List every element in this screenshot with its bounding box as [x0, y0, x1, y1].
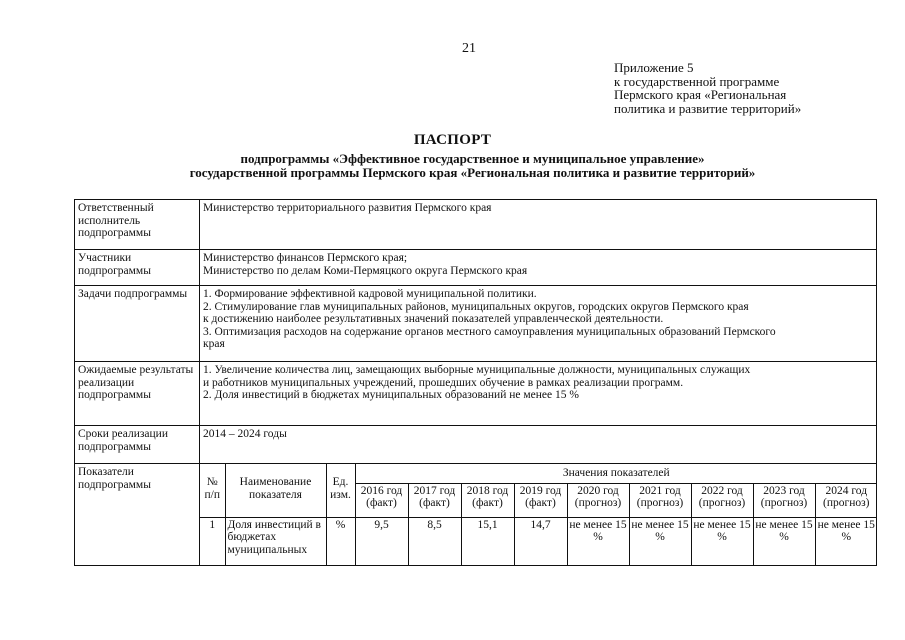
- participants-line: Министерство финансов Пермского края;: [203, 252, 408, 264]
- appendix-line: политика и развитие территорий»: [614, 100, 802, 116]
- participants-label: Участники подпрограммы: [75, 250, 200, 286]
- tasks-line: к достижению наиболее результативных значений показателей управленческой деятельности.: [203, 313, 664, 325]
- appendix-note: [614, 61, 801, 115]
- year-header: 2022 год (прогноз): [691, 483, 753, 517]
- year-header: 2017 год (факт): [408, 483, 461, 517]
- subtitle-line-2: государственной программы Пермского края «Региональная политика и развитие территорий»: [189, 164, 756, 180]
- results-label: Ожидаемые результаты реализации подпрограммы: [75, 362, 200, 426]
- year-header: 2019 год (факт): [514, 483, 567, 517]
- appendix-line: Приложение 5: [614, 60, 694, 75]
- passport-table: [74, 199, 877, 566]
- subtitle-line-1: подпрограммы «Эффективное государственное и муниципальное управление»: [240, 151, 705, 166]
- indicator-value: 14,7: [514, 517, 567, 565]
- year-header: 2023 год (прогноз): [753, 483, 815, 517]
- col-unit-header: Ед. изм.: [326, 464, 355, 517]
- year-header: 2018 год (факт): [461, 483, 514, 517]
- document-subtitle: [0, 152, 905, 179]
- participants-line: Министерство по делам Коми-Пермяцкого округа Пермского края: [203, 264, 528, 277]
- executor-value: Министерство территориального развития Пермского края: [200, 200, 877, 250]
- indicator-unit: %: [326, 517, 355, 565]
- appendix-line: Пермского края «Региональная: [614, 87, 787, 102]
- indicator-value: 8,5: [408, 517, 461, 565]
- tasks-value: [200, 286, 877, 362]
- indicator-name: Доля инвестиций в бюджетах муниципальных: [225, 517, 326, 565]
- year-header: 2020 год (прогноз): [567, 483, 629, 517]
- period-label: Сроки реализации подпрограммы: [75, 426, 200, 464]
- col-num-header: № п/п: [200, 464, 225, 517]
- indicator-row: [200, 517, 877, 565]
- row-indicators: [75, 464, 877, 566]
- indicator-value: не менее 15 %: [815, 517, 877, 565]
- tasks-line: края: [203, 338, 225, 350]
- indicators-cell: [200, 464, 877, 566]
- indicator-value: не менее 15 %: [753, 517, 815, 565]
- tasks-line: 1. Формирование эффективной кадровой муниципальной политики.: [203, 288, 537, 300]
- indicator-value: 15,1: [461, 517, 514, 565]
- tasks-line: 3. Оптимизация расходов на содержание органов местного самоуправления муниципальных образований Пермского: [203, 325, 776, 338]
- indicator-num: 1: [200, 517, 225, 565]
- page-number: 21: [462, 41, 476, 56]
- row-period: [75, 426, 877, 464]
- values-header: Значения показателей: [355, 464, 877, 483]
- year-header: 2021 год (прогноз): [629, 483, 691, 517]
- participants-value: [200, 250, 877, 286]
- year-header: 2016 год (факт): [355, 483, 408, 517]
- results-line: 2. Доля инвестиций в бюджетах муниципальных образований не менее 15 %: [203, 389, 579, 401]
- indicator-value: не менее 15 %: [691, 517, 753, 565]
- indicator-value: не менее 15 %: [567, 517, 629, 565]
- appendix-line: к государственной программе: [614, 73, 780, 89]
- tasks-label: Задачи подпрограммы: [75, 286, 200, 362]
- indicators-table: [200, 464, 877, 565]
- row-results: [75, 362, 877, 426]
- results-value: [200, 362, 877, 426]
- year-header: 2024 год (прогноз): [815, 483, 877, 517]
- indicator-value: 9,5: [355, 517, 408, 565]
- indicators-label: Показатели подпрограммы: [75, 464, 200, 566]
- tasks-line: 2. Стимулирование глав муниципальных районов, муниципальных округов, городских округов Пермского края: [203, 300, 749, 313]
- executor-label: Ответственный исполнитель подпрограммы: [75, 200, 200, 250]
- col-name-header: Наименование показателя: [225, 464, 326, 517]
- row-executor: [75, 200, 877, 250]
- row-tasks: [75, 286, 877, 362]
- document-title: ПАСПОРТ: [413, 132, 492, 148]
- row-participants: [75, 250, 877, 286]
- results-line: 1. Увеличение количества лиц, замещающих выборные муниципальные должности, муниципальных служащих: [203, 364, 751, 376]
- results-line: и работников муниципальных учреждений, прошедших обучение в рамках реализации программ.: [203, 376, 684, 389]
- period-value: 2014 – 2024 годы: [200, 426, 877, 464]
- indicator-value: не менее 15 %: [629, 517, 691, 565]
